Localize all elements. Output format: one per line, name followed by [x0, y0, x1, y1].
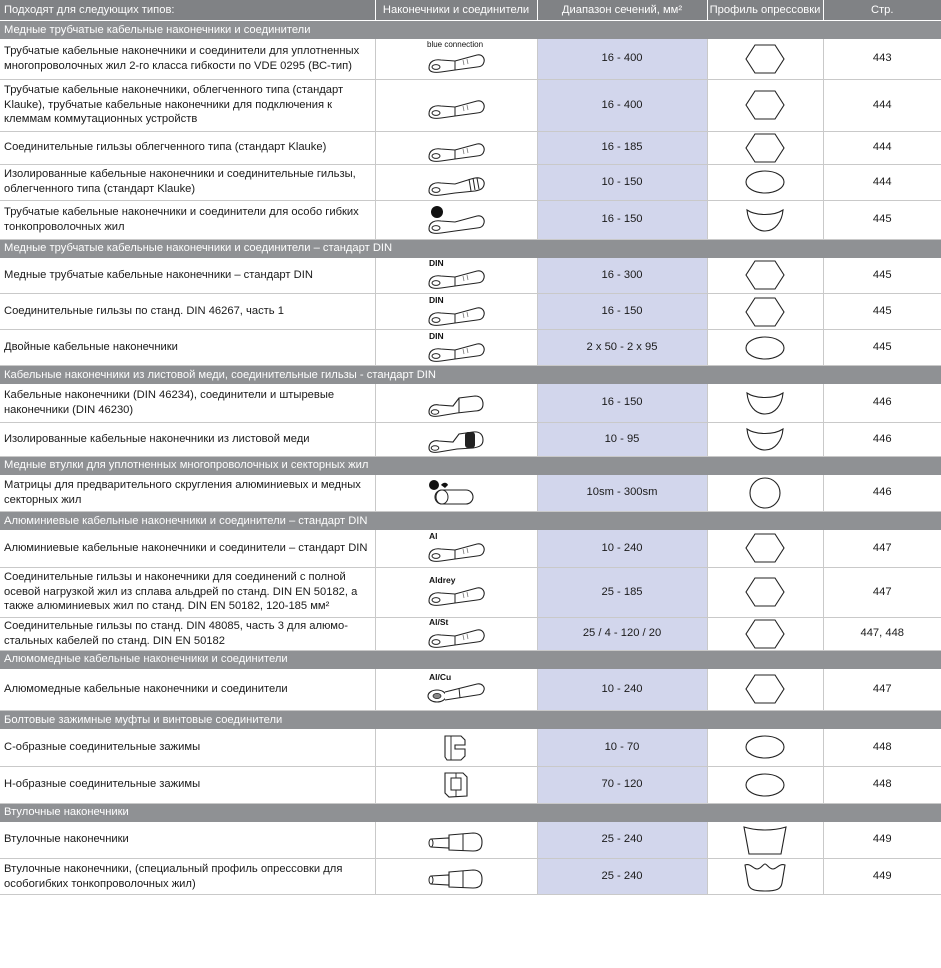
profile-cell [707, 766, 823, 803]
product-image [375, 164, 537, 200]
product-name: Трубчатые кабельные наконечники и соединители для особо гибких тонкопроволочных жил [0, 200, 375, 239]
profile-cell [707, 822, 823, 859]
range-cell: 10 - 150 [537, 164, 707, 200]
profile-cell [707, 79, 823, 131]
page-number: 445 [823, 258, 941, 294]
range-cell: 25 - 240 [537, 859, 707, 895]
profile-cell [707, 258, 823, 294]
insulated-lug-icon [425, 167, 487, 197]
product-image [375, 530, 537, 567]
tube-lug-icon [425, 533, 487, 563]
ferrule-icon [425, 862, 487, 892]
page-number: 443 [823, 39, 941, 79]
trapezoid-profile-icon [741, 834, 789, 846]
oval-profile-icon [744, 176, 786, 188]
insulated-sheet-lug-icon [425, 424, 487, 454]
sleeve-icon [425, 478, 487, 508]
product-image [375, 258, 537, 294]
tube-lug-icon [425, 260, 487, 290]
range-cell: 10 - 240 [537, 669, 707, 711]
alcu-lug-icon [425, 674, 487, 704]
range-cell: 16 - 150 [537, 200, 707, 239]
table-row [0, 294, 941, 330]
hexagon-profile-icon [744, 141, 786, 153]
profile-cell [707, 384, 823, 422]
product-name: Двойные кабельные наконечники [0, 330, 375, 366]
page-number: 447, 448 [823, 617, 941, 650]
section-header [0, 21, 941, 40]
range-cell: 16 - 185 [537, 131, 707, 164]
product-image [375, 422, 537, 456]
hexagon-profile-icon [744, 586, 786, 598]
section-title: Медные трубчатые кабельные наконечники и соединители [0, 21, 941, 40]
section-header [0, 366, 941, 385]
product-name: Соединительные гильзы облегченного типа (стандарт Klauke) [0, 131, 375, 164]
header-page: Стр. [823, 0, 941, 21]
section-title: Кабельные наконечники из листовой меди, соединительные гильзы - стандарт DIN [0, 366, 941, 385]
product-image [375, 729, 537, 766]
table-row [0, 766, 941, 803]
table-row [0, 567, 941, 617]
table-row [0, 131, 941, 164]
tube-lug-icon [425, 616, 487, 649]
page-number: 445 [823, 330, 941, 366]
table-row [0, 258, 941, 294]
range-cell: 16 - 300 [537, 258, 707, 294]
product-image [375, 131, 537, 164]
table-row [0, 530, 941, 567]
table-body [0, 21, 941, 895]
hexagon-profile-icon [744, 269, 786, 281]
section-title: Алюмомедные кабельные наконечники и соединители [0, 650, 941, 669]
product-tag: DIN [429, 330, 444, 341]
page-number: 446 [823, 475, 941, 512]
table-row [0, 475, 941, 512]
product-image [375, 330, 537, 366]
header-types: Подходят для следующих типов: [0, 0, 375, 21]
page-number: 448 [823, 729, 941, 766]
range-cell: 70 - 120 [537, 766, 707, 803]
page-number: 446 [823, 422, 941, 456]
section-header [0, 456, 941, 475]
product-image [375, 766, 537, 803]
range-cell: 2 x 50 - 2 x 95 [537, 330, 707, 366]
product-tag: Al/St [429, 616, 449, 627]
product-tag: blue connection [427, 39, 484, 49]
tube-lug-icon [425, 133, 487, 163]
profile-cell [707, 39, 823, 79]
product-image [375, 617, 537, 650]
hexagon-profile-icon [744, 305, 786, 317]
page-number: 447 [823, 669, 941, 711]
oval-profile-icon [744, 741, 786, 753]
tube-lug-icon [425, 90, 487, 120]
page-number: 447 [823, 567, 941, 617]
page-number: 448 [823, 766, 941, 803]
range-cell: 25 - 240 [537, 822, 707, 859]
tube-lug-icon [425, 330, 487, 363]
sheet-copper-lug-icon [425, 388, 487, 418]
table-row [0, 822, 941, 859]
table-row [0, 422, 941, 456]
crescent-profile-icon [744, 213, 786, 225]
table-row [0, 859, 941, 895]
h-clamp-icon [425, 770, 487, 800]
oval-profile-icon [744, 778, 786, 790]
profile-cell [707, 330, 823, 366]
hexagon-profile-icon [744, 542, 786, 554]
range-cell: 10 - 70 [537, 729, 707, 766]
product-name: С-образные соединительные зажимы [0, 729, 375, 766]
product-tag: Al [429, 531, 438, 542]
product-tag: DIN [429, 258, 444, 269]
product-image [375, 475, 537, 512]
product-name: Медные трубчатые кабельные наконечники – стандарт DIN [0, 258, 375, 294]
section-title: Алюминиевые кабельные наконечники и соединители – стандарт DIN [0, 512, 941, 531]
page-number: 444 [823, 131, 941, 164]
header-profile: Профиль опрессовки [707, 0, 823, 21]
product-name: Кабельные наконечники (DIN 46234), соединители и штыревые наконечники (DIN 46230) [0, 384, 375, 422]
table-row [0, 384, 941, 422]
profile-cell [707, 164, 823, 200]
product-name: Изолированные кабельные наконечники и соединительные гильзы, облегченного типа (стандарт Klauke) [0, 164, 375, 200]
product-name: Соединительные гильзы и наконечники для соединений с полной осевой нагрузкой жил из сплава альдрей по станд. DIN EN 50182, а также алюминиевых жил по станд. DIN EN 50182, 120-185 мм² [0, 567, 375, 617]
range-cell: 25 / 4 - 120 / 20 [537, 617, 707, 650]
product-image [375, 384, 537, 422]
product-name: Н-образные соединительные зажимы [0, 766, 375, 803]
crescent-profile-icon [744, 397, 786, 409]
product-name: Трубчатые кабельные наконечники и соединители для уплотненных многопроволочных жил 2-го класса гибкости по VDE 0295 (ВС-тип) [0, 39, 375, 79]
page-number: 449 [823, 822, 941, 859]
product-name: Соединительные гильзы по станд. DIN 46267, часть 1 [0, 294, 375, 330]
header-range: Диапазон сечений, мм² [537, 0, 707, 21]
product-name: Матрицы для предварительного скругления алюминиевых и медных секторных жил [0, 475, 375, 512]
profile-cell [707, 617, 823, 650]
product-name: Соединительные гильзы по станд. DIN 48085, часть 3 для алюмо-стальных кабелей по станд. DIN EN 50182 [0, 617, 375, 650]
product-image [375, 859, 537, 895]
profile-cell [707, 131, 823, 164]
profile-cell [707, 530, 823, 567]
special-profile-icon [741, 870, 789, 882]
section-title: Болтовые зажимные муфты и винтовые соединители [0, 711, 941, 730]
table-row [0, 39, 941, 79]
section-header [0, 711, 941, 730]
product-name: Трубчатые кабельные наконечники, облегченного типа (стандарт Klauke), трубчатые кабельные наконечники для подключения к клеммам коммутационных устройств [0, 79, 375, 131]
profile-cell [707, 294, 823, 330]
section-title: Втулочные наконечники [0, 803, 941, 822]
profile-cell [707, 422, 823, 456]
section-header [0, 239, 941, 258]
table-row [0, 164, 941, 200]
table-row [0, 330, 941, 366]
section-header [0, 512, 941, 531]
c-clamp-icon [425, 732, 487, 762]
page-number: 445 [823, 200, 941, 239]
profile-cell [707, 669, 823, 711]
range-cell: 10 - 240 [537, 530, 707, 567]
range-cell: 16 - 150 [537, 384, 707, 422]
tube-lug-icon [425, 39, 487, 74]
product-tag: DIN [429, 294, 444, 305]
page-number: 446 [823, 384, 941, 422]
section-header [0, 803, 941, 822]
range-cell: 16 - 400 [537, 39, 707, 79]
oval-profile-icon [744, 341, 786, 353]
profile-cell [707, 859, 823, 895]
hexagon-profile-icon [744, 683, 786, 695]
page-number: 449 [823, 859, 941, 895]
hexagon-profile-icon [744, 53, 786, 65]
table-row [0, 617, 941, 650]
hexagon-profile-icon [744, 627, 786, 639]
table-row [0, 200, 941, 239]
page-number: 444 [823, 79, 941, 131]
product-name: Втулочные наконечники, (специальный профиль опрессовки для особогибких тонкопроволочных жил) [0, 859, 375, 895]
range-cell: 10sm - 300sm [537, 475, 707, 512]
table-header [0, 0, 941, 21]
range-cell: 16 - 150 [537, 294, 707, 330]
product-image [375, 39, 537, 79]
product-name: Алюмомедные кабельные наконечники и соединители [0, 669, 375, 711]
range-cell: 16 - 400 [537, 79, 707, 131]
product-tag: Aldrey [429, 575, 456, 585]
tube-lug-icon [425, 294, 487, 327]
product-image [375, 200, 537, 239]
product-name: Алюминиевые кабельные наконечники и соединители – стандарт DIN [0, 530, 375, 567]
section-header [0, 650, 941, 669]
range-cell: 25 - 185 [537, 567, 707, 617]
profile-cell [707, 729, 823, 766]
table-row [0, 669, 941, 711]
product-tag: Al/Cu [429, 672, 452, 683]
page-number: 447 [823, 530, 941, 567]
profile-cell [707, 567, 823, 617]
product-image [375, 79, 537, 131]
product-image [375, 669, 537, 711]
header-lugs: Наконечники и соединители [375, 0, 537, 21]
hexagon-profile-icon [744, 99, 786, 111]
table-row [0, 79, 941, 131]
product-name: Втулочные наконечники [0, 822, 375, 859]
product-image [375, 822, 537, 859]
page-number: 444 [823, 164, 941, 200]
product-name: Изолированные кабельные наконечники из листовой меди [0, 422, 375, 456]
circle-profile-icon [747, 487, 783, 499]
product-image [375, 294, 537, 330]
section-title: Медные трубчатые кабельные наконечники и соединители – стандарт DIN [0, 239, 941, 258]
table-row [0, 729, 941, 766]
profile-cell [707, 200, 823, 239]
range-cell: 10 - 95 [537, 422, 707, 456]
section-title: Медные втулки для уплотненных многопроволочных и секторных жил [0, 456, 941, 475]
page-number: 445 [823, 294, 941, 330]
ferrule-icon [425, 825, 487, 855]
product-image [375, 567, 537, 617]
fine-strand-lug-icon [425, 205, 487, 235]
tube-lug-icon [425, 577, 487, 607]
profile-cell [707, 475, 823, 512]
crescent-profile-icon [744, 433, 786, 445]
